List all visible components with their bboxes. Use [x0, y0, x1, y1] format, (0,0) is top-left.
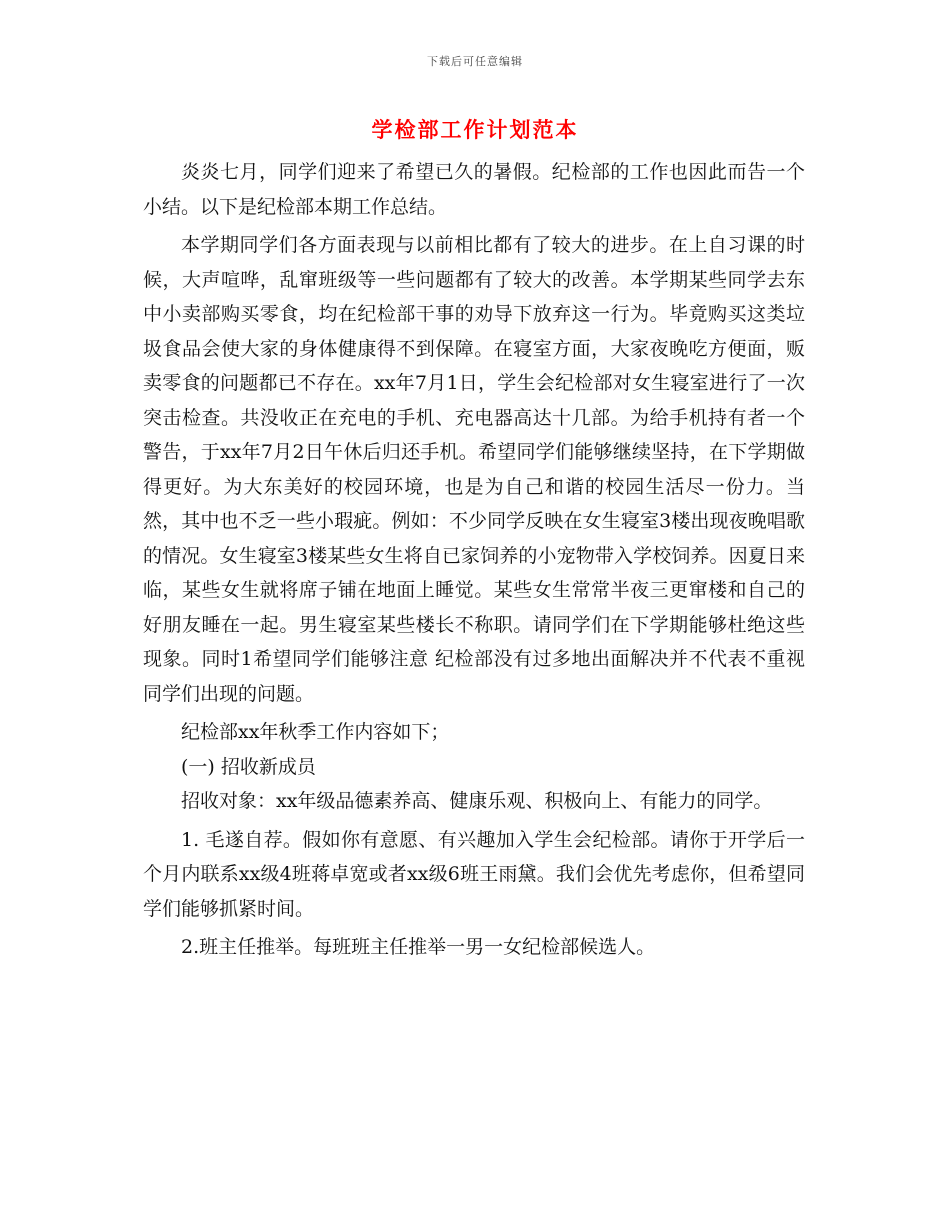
paragraph-intro: 炎炎七月，同学们迎来了希望已久的暑假。纪检部的工作也因此而告一个小结。以下是纪检部本期工作总结。 [143, 161, 805, 218]
document-title: 学检部工作计划范本 [371, 117, 579, 142]
header-note: 下载后可任意编辑 [427, 55, 523, 68]
paragraph-summary: 本学期同学们各方面表现与以前相比都有了较大的进步。在上自习课的时候，大声喧哗，乱窜班级等一些问题都有了较大的改善。本学期某些同学去东中小卖部购买零食，均在纪检部干事的劝导下放弃这一行为。毕竟购买这类垃圾食品会使大家的身体健康得不到保障。在寝室方面，大家夜晚吃方便面，贩卖零食的问题都已不存在。xx年7月1日，学生会纪检部对女生寝室进行了一次突击检查。共没收正在充电的手机、充电器高达十几部。为给手机持有者一个警告，于xx年7月2日午休后归还手机。希望同学们能够继续坚持，在下学期做得更好。为大东美好的校园环境，也是为自己和谐的校园生活尽一份力。当然，其中也不乏一些小瑕疵。例如：不少同学反映在女生寝室3楼出现夜晚唱歌的情况。女生寝室3楼某些女生将自已家饲养的小宠物带入学校饲养。因夏日来临，某些女生就将席子铺在地面上睡觉。某些女生常常半夜三更窜楼和自己的好朋友睡在一起。男生寝室某些楼长不称职。请同学们在下学期能够杜绝这些现象。同时1希望同学们能够注意 纪检部没有过多地出面解决并不代表不重视同学们出现的问题。 [143, 234, 805, 705]
paragraph-section-recruit: (一) 招收新成员 [181, 755, 316, 778]
paragraph-recruit-target: 招收对象：xx年级品德素养高、健康乐观、积极向上、有能力的同学。 [181, 790, 773, 812]
paragraph-self-recommend: 1. 毛遂自荐。假如你有意愿、有兴趣加入学生会纪检部。请你于开学后一个月内联系xx级4班蒋卓宽或者xx级6班王雨黛。我们会优先考虑你，但希望同学们能够抓紧时间。 [143, 828, 805, 920]
paragraph-autumn-work: 纪检部xx年秋季工作内容如下； [181, 721, 450, 743]
paragraph-teacher-recommend: 2.班主任推举。每班班主任推举一男一女纪检部候选人。 [181, 936, 656, 958]
document-body [143, 155, 805, 969]
